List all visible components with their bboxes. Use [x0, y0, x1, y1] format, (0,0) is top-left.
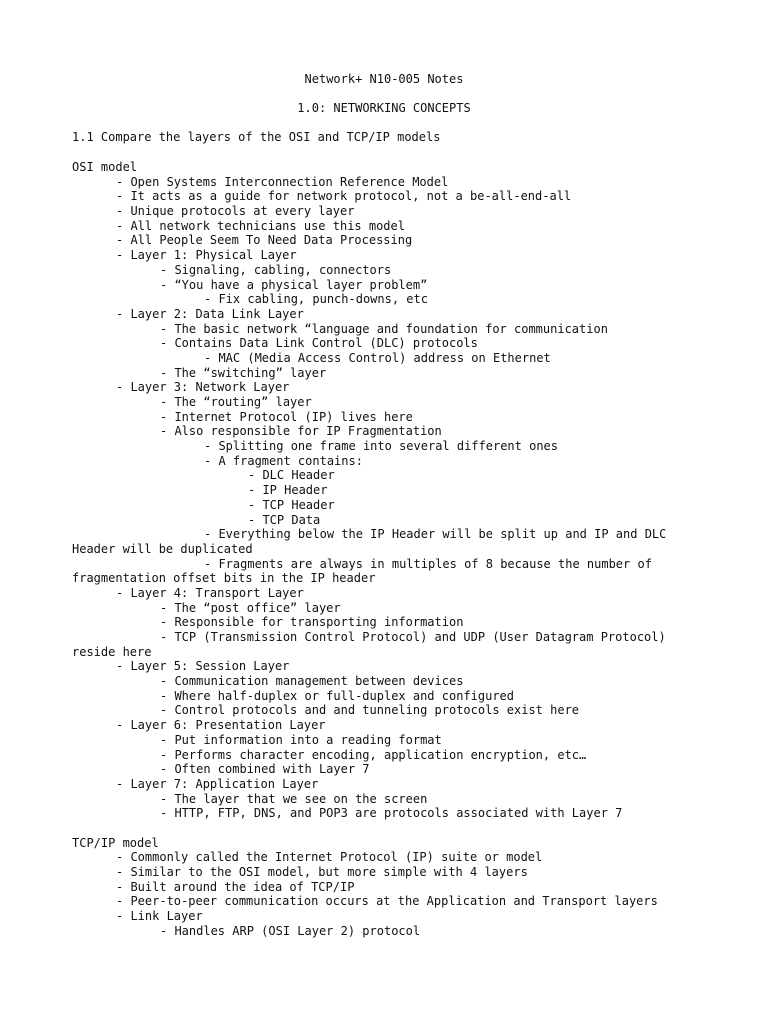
bullet-item: - Open Systems Interconnection Reference Model: [116, 174, 449, 189]
bullet-item: - DLC Header: [248, 468, 335, 483]
bullet-item: - MAC (Media Access Control) address on Ethernet: [204, 350, 551, 365]
bullet-item: - Layer 3: Network Layer: [116, 380, 290, 395]
bullet-item: - The “post office” layer: [160, 600, 341, 615]
section-heading: 1.1 Compare the layers of the OSI and TCP/IP models: [72, 130, 441, 144]
bullet-item: - TCP (Transmission Control Protocol) and UDP (User Datagram Protocol): [160, 630, 666, 644]
notes-body: [72, 160, 696, 938]
bullet-item: - Peer-to-peer communication occurs at the Application and Transport layers: [116, 894, 658, 909]
bullet-item: - Fragments are always in multiples of 8 because the number of: [204, 556, 652, 571]
bullet-item: - Layer 2: Data Link Layer: [116, 306, 304, 321]
bullet-item: - Layer 4: Transport Layer: [116, 585, 304, 600]
bullet-item: - Internet Protocol (IP) lives here: [160, 409, 413, 424]
bullet-item: - Contains Data Link Control (DLC) protocols: [160, 336, 478, 351]
text-line: OSI model: [72, 160, 138, 174]
bullet-item: - Control protocols and and tunneling protocols exist here: [160, 703, 580, 718]
bullet-item: - The basic network “language and foundation for communication: [160, 321, 608, 336]
bullet-item: - Layer 7: Application Layer: [116, 776, 319, 791]
bullet-item: - Layer 5: Session Layer: [116, 659, 290, 674]
text-line: fragmentation offset bits in the IP header: [72, 571, 376, 586]
bullet-item: - Often combined with Layer 7: [160, 762, 370, 777]
bullet-item: - Similar to the OSI model, but more simple with 4 layers: [116, 865, 528, 879]
bullet-item: - “You have a physical layer problem”: [160, 277, 428, 292]
bullet-item: - Fix cabling, punch-downs, etc: [204, 292, 428, 307]
text-line: Header will be duplicated: [72, 541, 253, 556]
bullet-item: - Put information into a reading format: [160, 732, 442, 747]
document-title: Network+ N10-005 Notes: [304, 72, 464, 86]
bullet-item: - Unique protocols at every layer: [116, 204, 355, 219]
text-line: reside here: [72, 644, 152, 659]
text-line: TCP/IP model: [72, 835, 159, 850]
text-line: [72, 821, 696, 836]
bullet-item: - Commonly called the Internet Protocol (IP) suite or model: [116, 850, 543, 865]
bullet-item: - Performs character encoding, application encryption, etc…: [160, 747, 587, 762]
bullet-item: - Responsible for transporting information: [160, 615, 464, 630]
bullet-item: - Where half-duplex or full-duplex and configured: [160, 688, 515, 703]
bullet-item: - Link Layer: [116, 909, 203, 924]
chapter-heading: 1.0: NETWORKING CONCEPTS: [297, 101, 471, 115]
bullet-item: - Layer 1: Physical Layer: [116, 248, 297, 263]
bullet-item: - Splitting one frame into several different ones: [204, 439, 559, 454]
bullet-item: - Communication management between devices: [160, 674, 464, 689]
bullet-item: - Signaling, cabling, connectors: [160, 262, 392, 277]
bullet-item: - All network technicians use this model: [116, 218, 405, 233]
bullet-item: - The “routing” layer: [160, 395, 312, 409]
bullet-item: - The “switching” layer: [160, 365, 327, 380]
bullet-item: - IP Header: [248, 483, 328, 498]
bullet-item: - HTTP, FTP, DNS, and POP3 are protocols associated with Layer 7: [160, 806, 623, 821]
bullet-item: - It acts as a guide for network protocol, not a be-all-end-all: [116, 189, 572, 204]
bullet-item: - A fragment contains:: [204, 453, 363, 468]
bullet-item: - All People Seem To Need Data Processing: [116, 233, 413, 248]
bullet-item: - TCP Data: [248, 512, 321, 527]
bullet-item: - TCP Header: [248, 497, 335, 512]
bullet-item: - Built around the idea of TCP/IP: [116, 879, 355, 894]
bullet-item: - Handles ARP (OSI Layer 2) protocol: [160, 923, 421, 938]
bullet-item: - Also responsible for IP Fragmentation: [160, 424, 442, 439]
bullet-item: - Everything below the IP Header will be split up and IP and DLC: [204, 527, 667, 542]
bullet-item: - Layer 6: Presentation Layer: [116, 718, 326, 733]
bullet-item: - The layer that we see on the screen: [160, 791, 428, 806]
